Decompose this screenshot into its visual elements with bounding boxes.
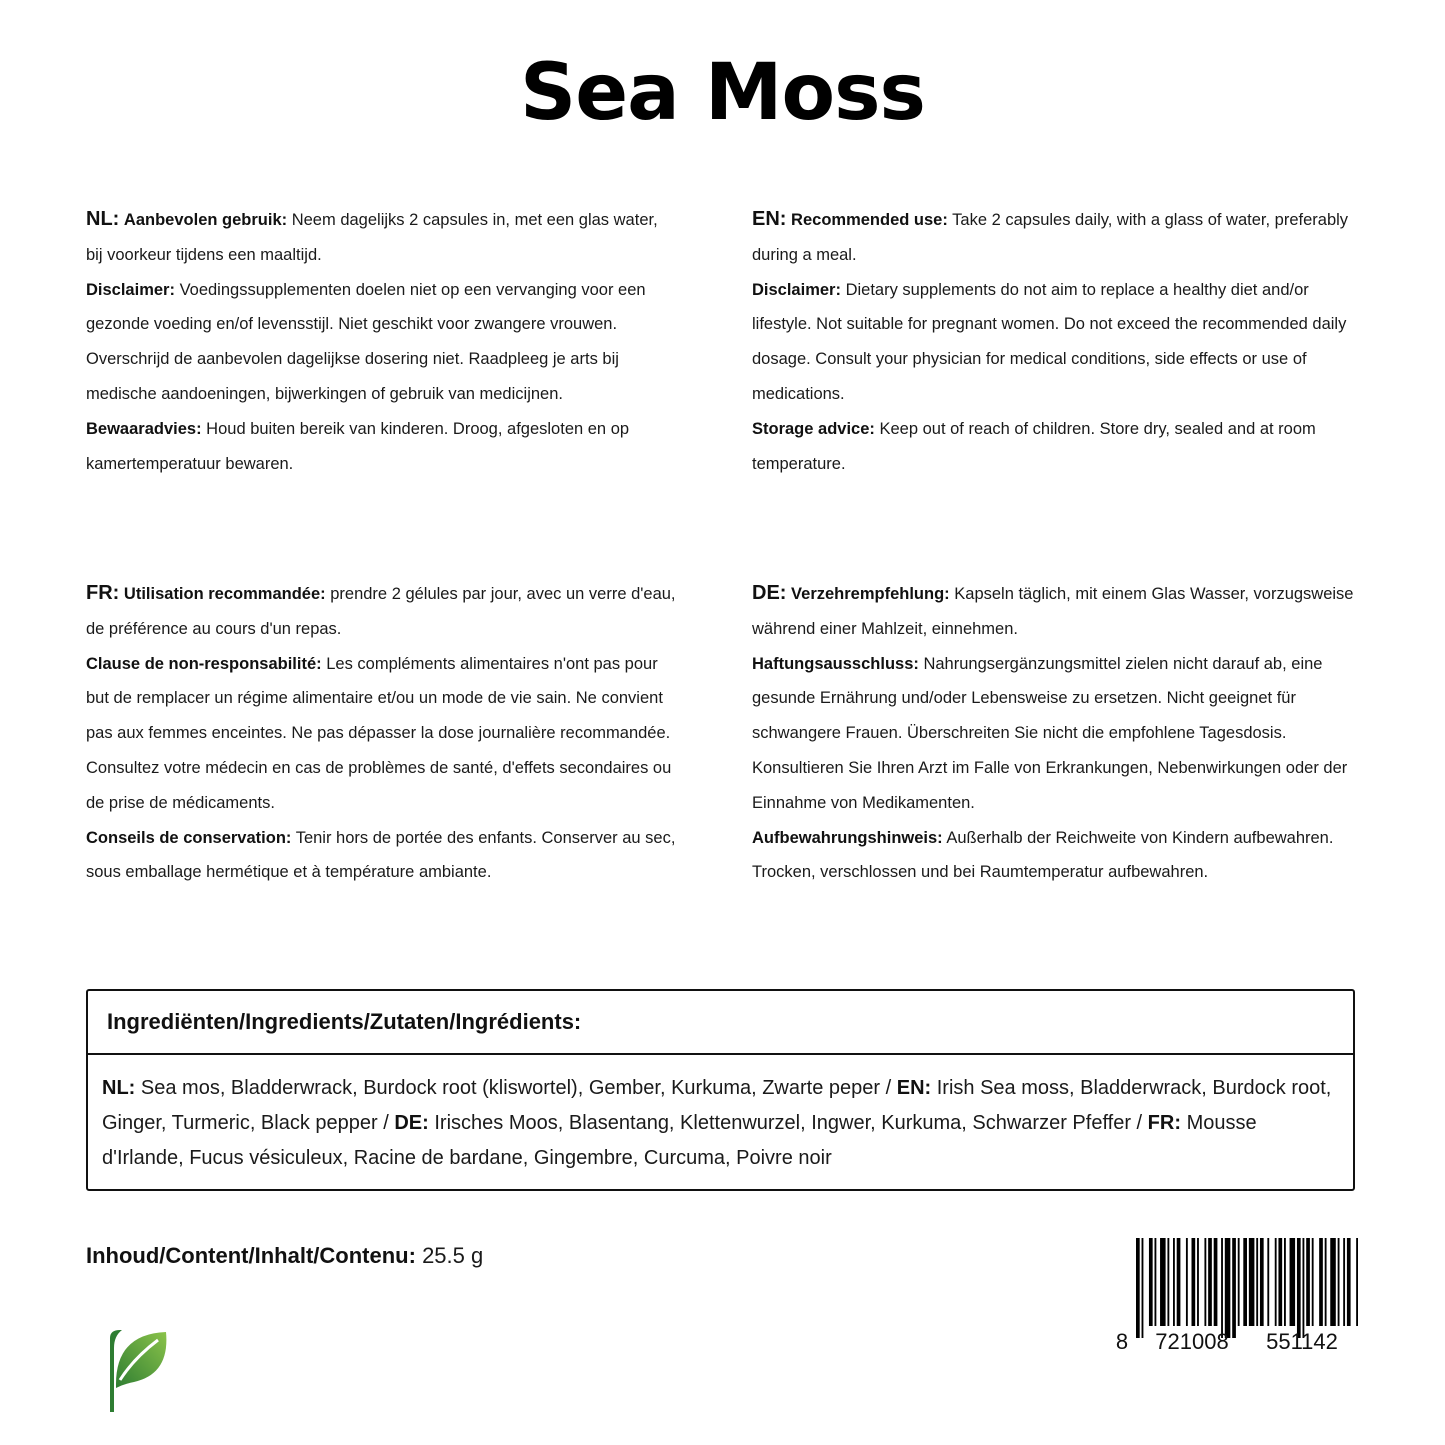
barcode-bar <box>1142 1238 1144 1338</box>
section-fr <box>86 576 676 890</box>
fr-use <box>86 576 676 647</box>
fr-lang-code: FR: <box>86 582 120 604</box>
barcode-bar <box>1232 1238 1236 1338</box>
barcode-bar <box>1249 1238 1255 1326</box>
ingredients-fr-text: Mousse d'Irlande, Fucus vésiculeux, Racine de bardane, Gingembre, Curcuma, Poivre noir <box>102 1112 1257 1169</box>
barcode-bar <box>1338 1238 1340 1326</box>
nl-use <box>86 202 676 273</box>
barcode-bar <box>1221 1238 1223 1338</box>
barcode-bar <box>1312 1238 1314 1326</box>
section-de <box>752 576 1364 890</box>
barcode-bar <box>1256 1238 1258 1326</box>
nl-use-label: Aanbevolen gebruik: <box>123 211 288 229</box>
de-disclaimer-label: Haftungsausschluss: <box>752 654 919 673</box>
logo-leaf-shape <box>116 1332 166 1388</box>
de-storage-text: Außerhalb der Reichweite von Kindern aufbewahren. Trocken, verschlossen und bei Raumtemperatur aufbewahren. <box>752 828 1334 882</box>
en-storage-label: Storage advice: <box>752 419 875 438</box>
nl-use-text: Neem dagelijks 2 capsules in, met een glas water, bij voorkeur tijdens een maaltijd. <box>86 211 658 264</box>
fr-storage-text: Tenir hors de portée des enfants. Conserver au sec, sous emballage hermétique et à température ambiante. <box>86 828 676 882</box>
barcode-bar <box>1325 1238 1327 1326</box>
ingredients-fr-code: FR: <box>1147 1112 1181 1134</box>
barcode-bar <box>1275 1238 1277 1326</box>
barcode-group-right: 551142 <box>1266 1329 1338 1354</box>
en-use-label: Recommended use: <box>791 211 948 229</box>
barcode-bar <box>1186 1238 1188 1326</box>
barcode-digit-first: 8 <box>1115 1329 1129 1354</box>
barcode-bar <box>1160 1238 1166 1326</box>
barcode-bar <box>1225 1238 1231 1338</box>
en-lang-code: EN: <box>752 208 787 230</box>
ingredients-nl-text: Sea mos, Bladderwrack, Burdock root (kliswortel), Gember, Kurkuma, Zwarte peper / <box>140 1077 892 1099</box>
nl-disclaimer <box>86 273 676 412</box>
barcode-bar <box>1214 1238 1218 1326</box>
de-use <box>752 576 1364 647</box>
nl-disclaimer-label: Disclaimer: <box>86 280 175 299</box>
en-use-text: Take 2 capsules daily, with a glass of water, preferably during a meal. <box>752 211 1349 264</box>
barcode-bar <box>1173 1238 1175 1326</box>
net-content-value: 25.5 g <box>422 1243 484 1268</box>
barcode-bar <box>1290 1238 1296 1326</box>
fr-use-label: Utilisation recommandée: <box>123 585 326 603</box>
barcode-bar <box>1306 1238 1310 1326</box>
fr-disclaimer <box>86 647 676 821</box>
barcode-bar <box>1297 1238 1301 1338</box>
nl-storage <box>86 412 676 482</box>
barcode-bar <box>1278 1238 1282 1326</box>
net-content-label: Inhoud/Content/Inhalt/Contenu: <box>86 1243 416 1268</box>
barcode-group-left: 721008 <box>1155 1329 1229 1354</box>
fr-storage <box>86 821 676 891</box>
barcode-bar <box>1260 1238 1264 1326</box>
en-storage-text: Keep out of reach of children. Store dry, sealed and at room temperature. <box>752 419 1316 473</box>
ingredients-heading: Ingrediënten/Ingredients/Zutaten/Ingrédients: <box>88 991 1353 1055</box>
ingredients-de-text: Irisches Moos, Blasentang, Klettenwurzel, Ingwer, Kurkuma, Schwarzer Pfeffer / <box>434 1112 1143 1134</box>
brand-leaf-logo-icon <box>108 1328 168 1412</box>
barcode-bar <box>1284 1238 1286 1326</box>
de-disclaimer-text: Nahrungsergänzungsmittel zielen nicht darauf ab, eine gesunde Ernährung und/oder Lebensweise zu ersetzen. Nicht geeignet für schwangere Frauen. Überschreiten Sie nicht die empfohlene Tagesdosis. Konsultieren Sie Ihren Arzt im Falle von Erkrankungen, Nebenwirkungen oder der Einnahme von Medikamenten. <box>752 654 1348 812</box>
de-storage <box>752 821 1364 891</box>
barcode-bar <box>1243 1238 1247 1326</box>
barcode-bar <box>1177 1238 1181 1326</box>
barcode-bar <box>1238 1238 1240 1326</box>
barcode-bar <box>1267 1238 1269 1326</box>
en-storage <box>752 412 1364 482</box>
fr-disclaimer-label: Clause de non-responsabilité: <box>86 654 322 673</box>
en-use <box>752 202 1364 273</box>
en-disclaimer <box>752 273 1364 412</box>
ingredients-nl-code: NL: <box>102 1077 136 1099</box>
ingredients-en-text: Irish Sea moss, Bladderwrack, Burdock root, Ginger, Turmeric, Black pepper / <box>102 1077 1332 1134</box>
ingredients-de-code: DE: <box>394 1112 429 1134</box>
barcode-bars <box>1136 1238 1358 1338</box>
barcode-bar <box>1347 1238 1351 1326</box>
nl-disclaimer-text: Voedingssupplementen doelen niet op een vervanging voor een gezonde voeding en/of levensstijl. Niet geschikt voor zwangere vrouwen. Overschrijd de aanbevolen dagelijkse dosering niet. Raadpleeg je arts bij medische aandoeningen, bijwerkingen of gebruik van medicijnen. <box>86 280 646 403</box>
barcode-bar <box>1319 1238 1323 1326</box>
section-en <box>752 202 1364 481</box>
net-content <box>86 1243 483 1269</box>
en-disclaimer-label: Disclaimer: <box>752 280 841 299</box>
nl-storage-text: Houd buiten bereik van kinderen. Droog, afgesloten en op kamertemperatuur bewaren. <box>86 419 630 473</box>
ingredients-box <box>86 989 1355 1191</box>
barcode-bar <box>1136 1238 1140 1338</box>
de-lang-code: DE: <box>752 582 787 604</box>
barcode-bar <box>1208 1238 1212 1326</box>
de-disclaimer <box>752 647 1364 821</box>
barcode-bar <box>1192 1238 1196 1326</box>
barcode-bar <box>1197 1238 1199 1326</box>
barcode-bar <box>1167 1238 1169 1326</box>
barcode-bar <box>1356 1238 1358 1326</box>
barcode-bar <box>1204 1238 1206 1326</box>
product-title: Sea Moss <box>520 48 925 138</box>
ingredients-list <box>88 1055 1353 1176</box>
barcode-bar <box>1303 1238 1305 1338</box>
ean-barcode <box>1112 1236 1362 1354</box>
nl-storage-label: Bewaaradvies: <box>86 419 202 438</box>
de-use-text: Kapseln täglich, mit einem Glas Wasser, vorzugsweise während einer Mahlzeit, einnehmen. <box>752 585 1354 638</box>
barcode-bar <box>1149 1238 1153 1326</box>
de-use-label: Verzehrempfehlung: <box>791 585 950 603</box>
nl-lang-code: NL: <box>86 208 120 230</box>
fr-use-text: prendre 2 gélules par jour, avec un verre d'eau, de préférence au cours d'un repas. <box>86 585 676 638</box>
barcode-bar <box>1343 1238 1345 1326</box>
fr-disclaimer-text: Les compléments alimentaires n'ont pas pour but de remplacer un régime alimentaire et/ou un mode de vie sain. Ne convient pas aux femmes enceintes. Ne pas dépasser la dose journalière recommandée. Consultez votre médecin en cas de problèmes de santé, d'effets secondaires ou de prise de médicaments. <box>86 654 672 812</box>
de-storage-label: Aufbewahrungshinweis: <box>752 828 943 847</box>
barcode-bar <box>1155 1238 1157 1326</box>
fr-storage-label: Conseils de conservation: <box>86 828 292 847</box>
barcode-bar <box>1330 1238 1336 1326</box>
section-nl <box>86 202 676 481</box>
ingredients-en-code: EN: <box>896 1077 932 1099</box>
en-disclaimer-text: Dietary supplements do not aim to replace a healthy diet and/or lifestyle. Not suitable for pregnant women. Do not exceed the recommended daily dosage. Consult your physician for medical conditions, side effects or use of medications. <box>752 280 1347 403</box>
